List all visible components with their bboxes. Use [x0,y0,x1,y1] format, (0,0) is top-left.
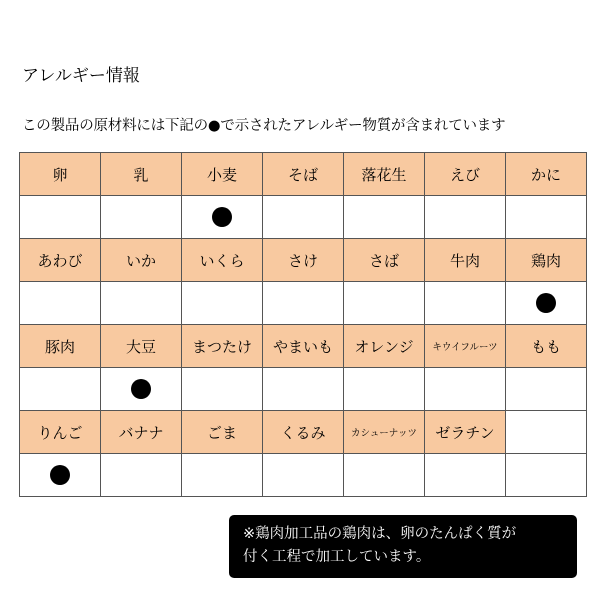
allergen-mark-cell [425,368,506,411]
allergen-mark-cell [344,368,425,411]
allergen-name: さば [344,239,425,282]
allergen-name: 牛肉 [425,239,506,282]
allergen-mark-cell [20,454,101,497]
contains-mark-dot [50,465,70,485]
allergen-mark-cell [506,454,587,497]
allergen-name-row [20,239,587,282]
allergen-mark-cell [506,282,587,325]
allergen-name: カシューナッツ [344,411,425,454]
allergen-mark-cell [182,454,263,497]
allergen-name: いくら [182,239,263,282]
allergen-mark-row [20,282,587,325]
note-line: 付く工程で加工しています。 [243,549,431,565]
allergen-mark-cell [263,368,344,411]
allergen-name: キウイフルーツ [425,325,506,368]
allergen-name: バナナ [101,411,182,454]
allergen-name: ゼラチン [425,411,506,454]
allergen-name: 乳 [101,153,182,196]
allergen-name: 卵 [20,153,101,196]
empty-name-cell [506,411,587,454]
allergen-mark-row [20,196,587,239]
allergen-mark-row [20,454,587,497]
allergen-name: やまいも [263,325,344,368]
allergy-table [19,152,587,497]
contains-mark-dot [212,207,232,227]
allergen-mark-cell [263,454,344,497]
allergen-mark-cell [263,282,344,325]
note-box [229,515,577,578]
allergen-mark-cell [344,196,425,239]
allergen-name: くるみ [263,411,344,454]
allergen-name: まつたけ [182,325,263,368]
allergen-name: えび [425,153,506,196]
allergen-mark-cell [101,454,182,497]
allergen-name: もも [506,325,587,368]
allergen-mark-cell [182,282,263,325]
allergen-name: ごま [182,411,263,454]
allergen-name: 小麦 [182,153,263,196]
allergen-mark-cell [425,196,506,239]
allergen-mark-row [20,368,587,411]
allergen-mark-cell [20,282,101,325]
allergen-name: 鶏肉 [506,239,587,282]
allergen-name: いか [101,239,182,282]
allergen-mark-cell [506,196,587,239]
allergen-name: そば [263,153,344,196]
allergen-name: オレンジ [344,325,425,368]
allergen-name: りんご [20,411,101,454]
allergen-name: 落花生 [344,153,425,196]
allergen-mark-cell [101,196,182,239]
allergen-mark-cell [101,368,182,411]
allergen-name: かに [506,153,587,196]
allergen-mark-cell [101,282,182,325]
allergen-name-row [20,153,587,196]
allergen-name: 大豆 [101,325,182,368]
page-title: アレルギー情報 [22,66,140,86]
allergen-mark-cell [20,196,101,239]
note-line: ※鶏肉加工品の鶏肉は、卵のたんぱく質が [243,526,517,542]
allergen-name: あわび [20,239,101,282]
allergen-mark-cell [425,454,506,497]
allergen-mark-cell [344,454,425,497]
contains-mark-dot [536,293,556,313]
allergen-mark-cell [506,368,587,411]
allergen-mark-cell [182,368,263,411]
allergen-mark-cell [425,282,506,325]
allergen-name-row [20,411,587,454]
allergen-mark-cell [20,368,101,411]
allergen-name: 豚肉 [20,325,101,368]
allergen-mark-cell [344,282,425,325]
allergen-mark-cell [182,196,263,239]
allergen-name: さけ [263,239,344,282]
allergen-name-row [20,325,587,368]
contains-mark-dot [131,379,151,399]
page-subtitle: この製品の原材料には下記の●で示されたアレルギー物質が含まれています [22,118,506,134]
allergen-mark-cell [263,196,344,239]
